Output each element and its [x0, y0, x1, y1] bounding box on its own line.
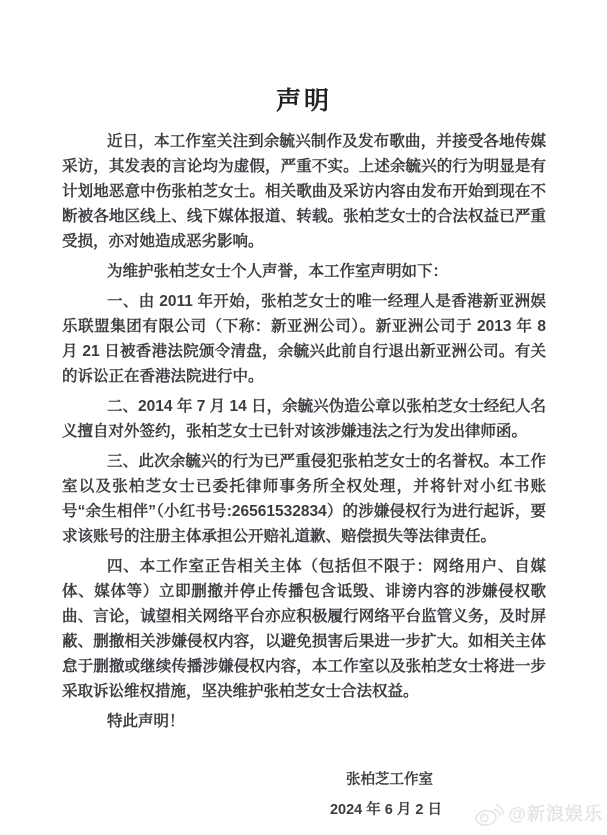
paragraph-lead-in: 为维护张柏芝女士个人声誉，本工作室声明如下：	[107, 263, 449, 280]
paragraph-closing: 特此声明！	[107, 713, 185, 730]
document-title: 声明	[275, 87, 332, 115]
paragraph-point-4: 四、本工作室正告相关主体（包括但不限于：网络用户、自媒体、媒体等）立即删撤并停止传播包含诋毁、诽谤内容的涉嫌侵权歌曲、言论，诚望相关网络平台亦应积极履行网络平台监管义务，及时屏蔽、删撤相关涉嫌侵权内容，以避免损害后果进一步扩大。如相关主体怠于删撤或继续传播涉嫌侵权内容，本工作室以及张柏芝女士将进一步采取诉讼维权措施，坚决维护张柏芝女士合法权益。	[62, 558, 546, 700]
signature-date: 2024 年 6 月 2 日	[329, 802, 442, 818]
watermark-text: @新浪娱乐	[508, 804, 603, 824]
signature-name: 张柏芝工作室	[346, 772, 433, 788]
paragraph-intro: 近日，本工作室关注到余毓兴制作及发布歌曲，并接受各地传媒采访，其发表的言论均为虚假，严重不实。上述余毓兴的行为明显是有计划地恶意中伤张柏芝女士。相关歌曲及采访内容由发布开始到现在不断被各地区线上、线下媒体报道、转载。张柏芝女士的合法权益已严重受损，亦对她造成恶劣影响。	[62, 133, 546, 250]
paragraph-point-1: 一、由 2011 年开始，张柏芝女士的唯一经理人是香港新亚洲娱乐联盟集团有限公司（下称：新亚洲公司）。新亚洲公司于 2013 年 8 月 21 日被香港法院颁令清盘，余毓兴此前自行退出新亚洲公司。有关的诉讼正在香港法院进行中。	[62, 293, 546, 385]
signature-block	[62, 770, 546, 820]
statement-document	[62, 86, 546, 820]
paragraph-point-3: 三、此次余毓兴的行为已严重侵犯张柏芝女士的名誉权。本工作室以及张柏芝女士已委托律师事务所全权处理，并将针对小红书账号“余生相伴”（小红书号:26561532834）的涉嫌侵权行为进行起诉，要求该账号的注册主体承担公开赔礼道歉、赔偿损失等法律责任。	[62, 453, 546, 545]
paragraph-point-2: 二、2014 年 7 月 14 日，余毓兴伪造公章以张柏芝女士经纪人名义擅自对外签约，张柏芝女士已针对该涉嫌违法之行为发出律师函。	[62, 398, 546, 440]
watermark	[474, 801, 603, 827]
weibo-logo-icon	[474, 801, 504, 827]
